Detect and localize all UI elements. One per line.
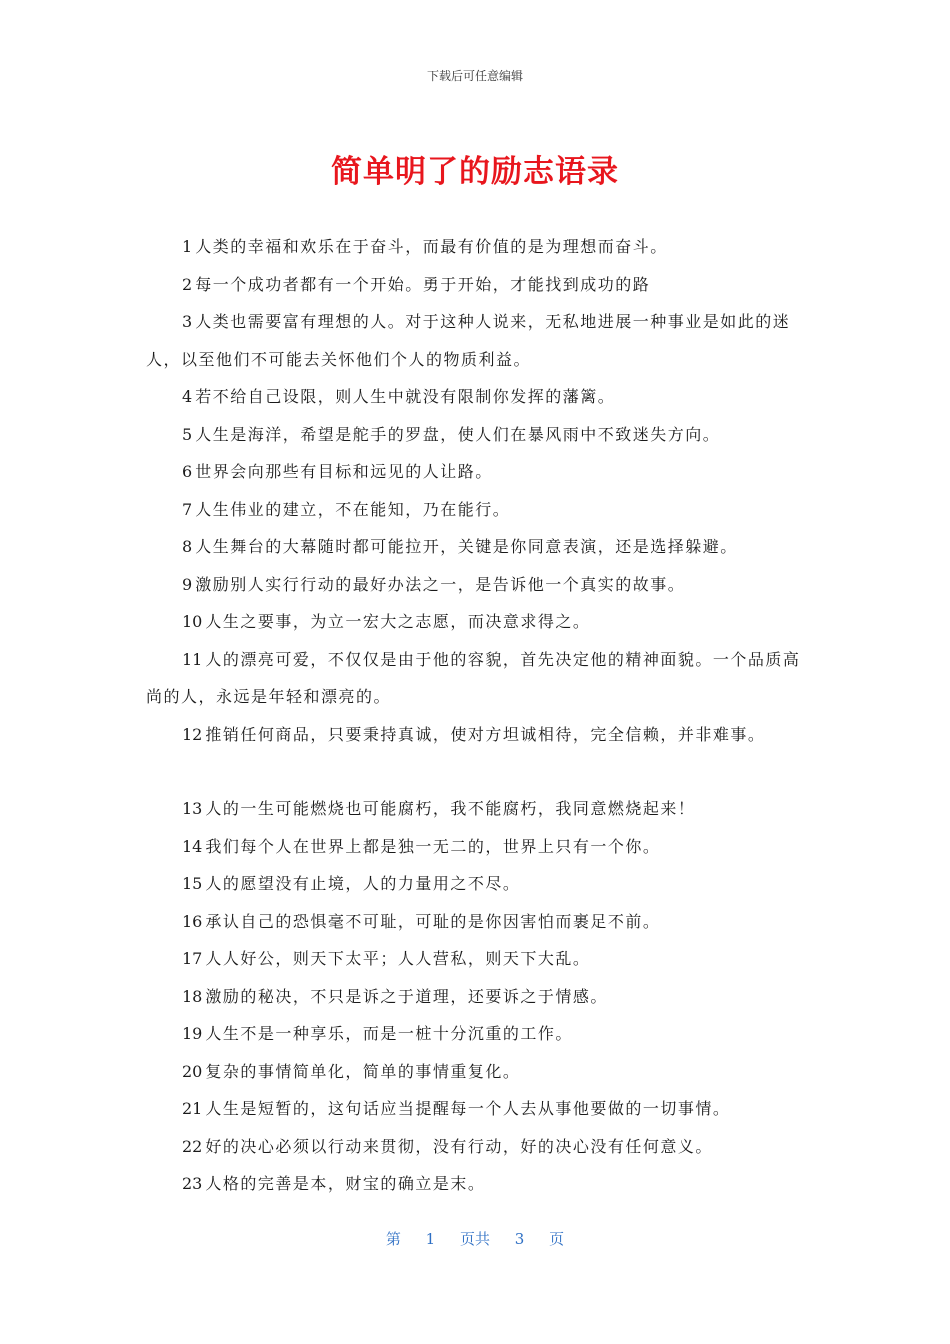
quote-text: 我们每个人在世界上都是独一无二的，世界上只有一个你。 [205, 836, 661, 856]
quote-text: 好的决心必须以行动来贯彻，没有行动，好的决心没有任何意义。 [205, 1136, 713, 1156]
quote-item [146, 528, 814, 566]
quote-number: 2 [182, 274, 193, 294]
quote-text: 人生伟业的建立，不在能知，乃在能行。 [195, 499, 511, 519]
quote-text: 每一个成功者都有一个开始。勇于开始，才能找到成功的路 [195, 274, 651, 294]
quote-text: 人类的幸福和欢乐在于奋斗，而最有价值的是为理想而奋斗。 [195, 237, 668, 256]
quote-text: 人人好公，则天下太平；人人营私，则天下大乱。 [205, 949, 591, 968]
quote-number: 15 [182, 874, 203, 893]
quote-item [146, 228, 814, 266]
quote-list [146, 228, 814, 1203]
quote-item [146, 303, 814, 378]
quote-text: 人生是海洋，希望是舵手的罗盘，使人们在暴风雨中不致迷失方向。 [195, 424, 721, 444]
quote-item [146, 716, 814, 754]
quote-item [146, 1090, 814, 1128]
quote-number: 18 [182, 986, 203, 1006]
quote-item [146, 978, 814, 1016]
quote-item [146, 828, 814, 866]
quote-group-b [146, 790, 814, 1203]
quote-number: 7 [182, 499, 193, 519]
quote-item [146, 491, 814, 529]
quote-number: 9 [182, 574, 193, 594]
quote-item [146, 453, 814, 491]
quote-text: 人类也需要富有理想的人。对于这种人说来，无私地进展一种事业是如此的迷人，以至他们不可能去关怀他们个人的物质利益。 [146, 312, 791, 369]
quote-text: 推销任何商品，只要秉持真诚，使对方坦诚相待，完全信赖，并非难事。 [205, 724, 766, 744]
quote-number: 19 [182, 1024, 203, 1043]
quote-number: 6 [182, 462, 193, 481]
quote-text: 人的愿望没有止境，人的力量用之不尽。 [205, 874, 521, 893]
quote-number: 10 [182, 612, 203, 631]
quote-text: 若不给自己设限，则人生中就没有限制你发挥的藩篱。 [195, 387, 616, 406]
quote-text: 人的一生可能燃烧也可能腐朽，我不能腐朽，我同意燃烧起来！ [205, 799, 696, 818]
quote-item [146, 378, 814, 416]
quote-item [146, 865, 814, 903]
quote-group-a [146, 228, 814, 753]
quote-number: 8 [182, 537, 193, 556]
quote-number: 11 [182, 649, 203, 669]
quote-number: 17 [182, 949, 203, 968]
quote-item [146, 603, 814, 641]
quote-number: 12 [182, 724, 203, 744]
quote-text: 人生是短暂的，这句话应当提醒每一个人去从事他要做的一切事情。 [205, 1099, 731, 1118]
quote-text: 激励的秘决，不只是诉之于道理，还要诉之于情感。 [205, 986, 608, 1006]
quote-number: 20 [182, 1061, 203, 1081]
quote-item [146, 416, 814, 454]
quote-text: 人生不是一种享乐，而是一桩十分沉重的工作。 [205, 1024, 573, 1043]
quote-number: 3 [182, 312, 193, 331]
quote-number: 21 [182, 1099, 203, 1118]
quote-item [146, 641, 814, 716]
quote-text: 人生之要事，为立一宏大之志愿，而决意求得之。 [205, 612, 591, 631]
quote-text: 激励别人实行行动的最好办法之一，是告诉他一个真实的故事。 [195, 574, 686, 594]
quote-text: 承认自己的恐惧毫不可耻，可耻的是你因害怕而裹足不前。 [205, 911, 661, 931]
quote-item [146, 903, 814, 941]
quote-number: 1 [182, 237, 193, 256]
quote-item [146, 566, 814, 604]
quote-text: 人生舞台的大幕随时都可能拉开，关键是你同意表演，还是选择躲避。 [195, 537, 738, 556]
paragraph-gap [146, 753, 814, 790]
quote-item [146, 1128, 814, 1166]
quote-item [146, 1053, 814, 1091]
page-footer: 第 1 页共 3 页 [385, 1230, 565, 1248]
quote-item [146, 940, 814, 978]
quote-text: 人格的完善是本，财宝的确立是末。 [205, 1174, 486, 1193]
quote-number: 5 [182, 424, 193, 444]
quote-number: 22 [182, 1136, 203, 1156]
quote-text: 人的漂亮可爱，不仅仅是由于他的容貌，首先决定他的精神面貌。一个品质高尚的人，永远是年轻和漂亮的。 [146, 649, 801, 706]
quote-text: 复杂的事情简单化，简单的事情重复化。 [205, 1061, 521, 1081]
quote-number: 4 [182, 387, 193, 406]
quote-item [146, 790, 814, 828]
quote-number: 14 [182, 836, 203, 856]
quote-number: 23 [182, 1174, 203, 1193]
quote-item [146, 266, 814, 304]
quote-item [146, 1015, 814, 1053]
document-title: 简单明了的励志语录 [331, 154, 619, 190]
quote-number: 13 [182, 799, 203, 818]
quote-text: 世界会向那些有目标和远见的人让路。 [195, 462, 493, 481]
quote-number: 16 [182, 911, 203, 931]
quote-item [146, 1165, 814, 1203]
page-header: 下载后可任意编辑 [426, 69, 523, 83]
